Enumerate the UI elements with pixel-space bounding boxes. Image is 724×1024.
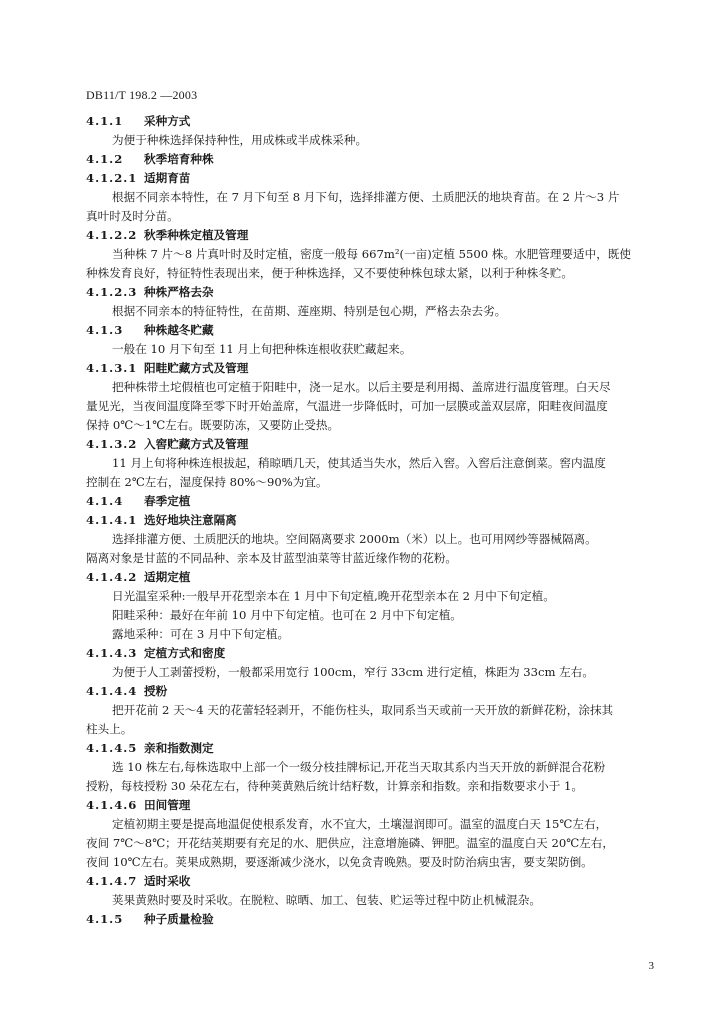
paragraph-line: 控制在 2℃左右，湿度保持 80%～90%为宜。 xyxy=(86,475,328,489)
section-title: 选好地块注意隔离 xyxy=(144,513,237,527)
section-title: 种子质量检验 xyxy=(144,912,214,926)
section-title: 适期育苗 xyxy=(144,171,191,185)
paragraph-line: 日光温室采种:一般早开花型亲本在 1 月中下旬定植,晚开花型亲本在 2 月中下旬定植。 xyxy=(112,589,555,603)
section-number: 4.1.3.2 xyxy=(86,437,138,451)
paragraph-line: 种株发育良好，特征特性表现出来，便于种株选择，又不要使种株包球太紧，以利于种株冬贮。 xyxy=(86,266,573,280)
section-number: 4.1.4.5 xyxy=(86,741,138,755)
paragraph-line: 夜间 7℃～8℃；开花结荚期要有充足的水、肥供应，注意增施磷、钾肥。温室的温度白天 20℃左右， xyxy=(86,836,614,850)
section-heading xyxy=(86,511,658,530)
paragraph-line: 量见光，当夜间温度降至零下时开始盖席，气温进一步降低时，可加一层膜或盖双层席，阳畦夜间温度 xyxy=(86,399,608,413)
paragraph-line: 当种株 7 片～8 片真叶时及时定植，密度一般每 667m²(一亩)定植 5500 株。水肥管理要适中，既使 xyxy=(112,247,631,261)
paragraph-line: 保持 0℃～1℃左右。既要防冻，又要防止受热。 xyxy=(86,418,340,432)
section-title: 田间管理 xyxy=(144,798,191,812)
section-title: 定植方式和密度 xyxy=(144,646,226,660)
paragraph-line: 一般在 10 月下旬至 11 月上旬把种株连根收获贮藏起来。 xyxy=(112,342,412,356)
section-number: 4.1.2.3 xyxy=(86,285,138,299)
section-heading xyxy=(86,872,658,891)
section-heading xyxy=(86,321,658,340)
section-number: 4.1.4.6 xyxy=(86,798,138,812)
paragraph-line: 荚果黄熟时要及时采收。在脱粒、晾晒、加工、包装、贮运等过程中防止机械混杂。 xyxy=(112,893,541,907)
section-title: 秋季种株定植及管理 xyxy=(144,228,249,242)
paragraph-line: 把开花前 2 天～4 天的花蕾轻轻剥开，不能伤柱头，取同系当天或前一天开放的新鲜花粉，涂抹其 xyxy=(112,703,614,717)
section-heading xyxy=(86,739,658,758)
section-title: 入窖贮藏方式及管理 xyxy=(144,437,249,451)
section-heading xyxy=(86,226,658,245)
paragraph-line: 根据不同亲本特性，在 7 月下旬至 8 月下旬，选择排灌方便、土质肥沃的地块育苗。在 2 片～3 片 xyxy=(112,190,620,204)
paragraph-line: 把种株带土坨假植也可定植于阳畦中，浇一足水。以后主要是利用揭、盖席进行温度管理。白天尽 xyxy=(112,380,611,394)
paragraph-line: 真叶时及时分苗。 xyxy=(86,209,179,223)
paragraph-line: 选择排灌方便、土质肥沃的地块。空间隔离要求 2000m（米）以上。也可用网纱等器械隔离。 xyxy=(112,532,597,546)
paragraph-line: 根据不同亲本的特征特性，在苗期、莲座期、特别是包心期，严格去杂去劣。 xyxy=(112,304,507,318)
paragraph-line: 阳畦采种：最好在年前 10 月中下旬定植。也可在 2 月中下旬定植。 xyxy=(112,608,462,622)
section-title: 适期定植 xyxy=(144,570,191,584)
section-number: 4.1.4.2 xyxy=(86,570,138,584)
section-number: 4.1.4.1 xyxy=(86,513,138,527)
section-heading xyxy=(86,568,658,587)
paragraph-line: 授粉，每枝授粉 30 朵花左右，待种荚黄熟后统计结籽数，计算亲和指数。亲和指数要求小于 1。 xyxy=(86,779,583,793)
page-number: 3 xyxy=(648,960,654,972)
section-number: 4.1.4.7 xyxy=(86,874,138,888)
section-heading xyxy=(86,644,658,663)
section-title: 秋季培育种株 xyxy=(144,152,214,166)
section-number: 4.1.5 xyxy=(86,912,124,926)
section-number: 4.1.2 xyxy=(86,152,124,166)
section-title: 种株严格去杂 xyxy=(144,285,214,299)
paragraph-line: 夜间 10℃左右。荚果成熟期，要逐渐减少浇水，以免贪青晚熟。要及时防治病虫害，要支架防倒。 xyxy=(86,855,593,869)
section-heading xyxy=(86,112,658,131)
document-id-header: DB11/T 198.2 —2003 xyxy=(86,88,198,102)
section-title: 亲和指数测定 xyxy=(144,741,214,755)
section-heading xyxy=(86,910,658,929)
section-heading xyxy=(86,492,658,511)
paragraph-line: 隔离对象是甘蓝的不同品种、亲本及甘蓝型油菜等甘蓝近缘作物的花粉。 xyxy=(86,551,458,565)
paragraph-line: 为便于种株选择保持种性，用成株或半成株采种。 xyxy=(112,133,368,147)
section-number: 4.1.3.1 xyxy=(86,361,138,375)
section-title: 采种方式 xyxy=(144,114,191,128)
section-heading xyxy=(86,359,658,378)
section-heading xyxy=(86,169,658,188)
section-title: 授粉 xyxy=(144,684,168,698)
paragraph-line: 选 10 株左右,每株选取中上部一个一级分枝挂牌标记,开花当天取其系内当天开放的新鲜混合花粉 xyxy=(112,760,606,774)
section-title: 春季定植 xyxy=(144,494,191,508)
paragraph-line: 为便于人工剥蕾授粉，一般都采用宽行 100cm，窄行 33cm 进行定植，株距为 33cm 左右。 xyxy=(112,665,594,679)
section-heading xyxy=(86,283,658,302)
section-number: 4.1.4.4 xyxy=(86,684,138,698)
section-title: 种株越冬贮藏 xyxy=(144,323,214,337)
section-heading xyxy=(86,150,658,169)
section-heading xyxy=(86,682,658,701)
section-number: 4.1.2.2 xyxy=(86,228,138,242)
paragraph-line: 柱头上。 xyxy=(86,722,133,736)
paragraph-line: 露地采种：可在 3 月中下旬定植。 xyxy=(112,627,290,641)
section-heading xyxy=(86,435,658,454)
section-title: 适时采收 xyxy=(144,874,191,888)
document-body xyxy=(86,112,658,929)
section-heading xyxy=(86,796,658,815)
section-number: 4.1.1 xyxy=(86,114,124,128)
section-number: 4.1.4.3 xyxy=(86,646,138,660)
section-title: 阳畦贮藏方式及管理 xyxy=(144,361,249,375)
section-number: 4.1.2.1 xyxy=(86,171,138,185)
paragraph-line: 定植初期主要是提高地温促使根系发育，水不宜大，土壤湿润即可。温室的温度白天 15℃左右， xyxy=(112,817,608,831)
section-number: 4.1.3 xyxy=(86,323,124,337)
paragraph-line: 11 月上旬将种株连根拔起，稍晾晒几天，使其适当失水，然后入窖。入窖后注意倒菜。窖内温度 xyxy=(112,456,606,470)
section-number: 4.1.4 xyxy=(86,494,124,508)
